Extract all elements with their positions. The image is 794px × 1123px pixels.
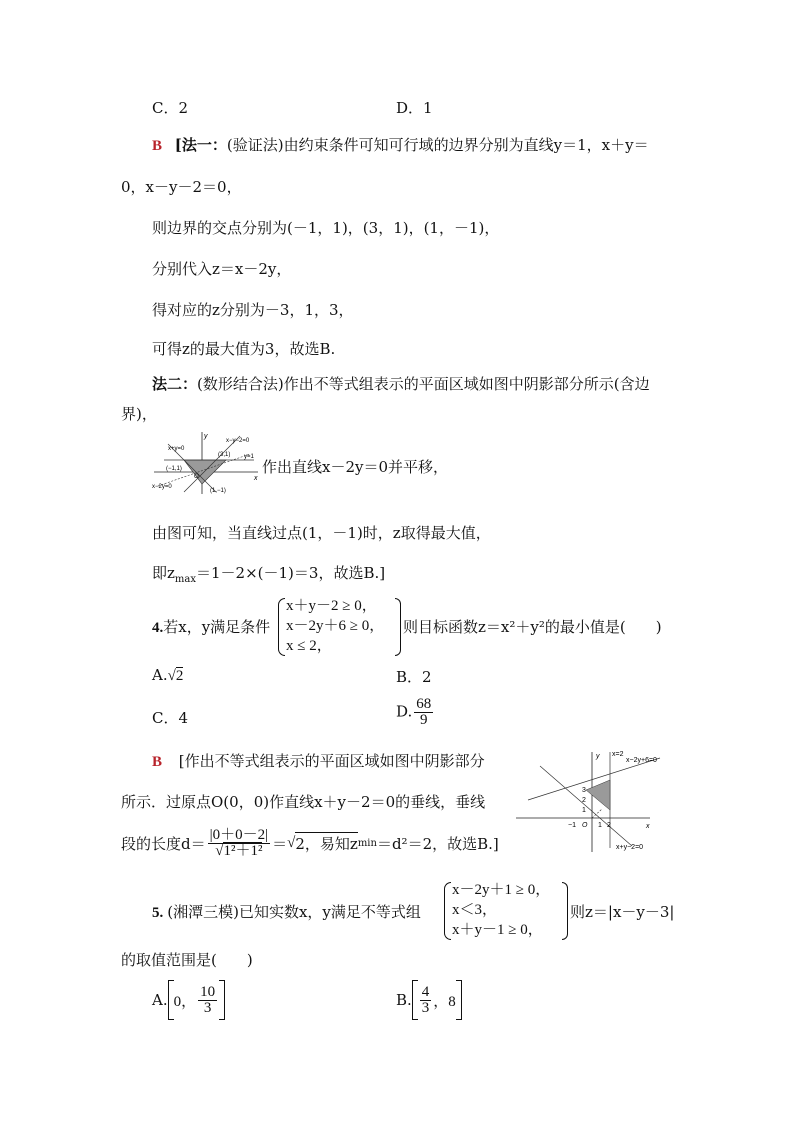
point-label: (−1,1) xyxy=(166,466,182,472)
q4-answer-text: [作出不等式组表示的平面区域如图中阴影部分 xyxy=(178,752,485,770)
frac-num: 68 xyxy=(416,696,432,712)
method2-text-cont: 界)， xyxy=(121,405,157,423)
q4-answer-line3: 段的长度d＝ $\frac{|0+0-2|}{\text{√1²＋1²}}$ ＝ √ 2，易知z min ＝d²＝2，故选B.] xyxy=(121,826,499,859)
bracket-left xyxy=(412,980,418,1020)
frac-num: 4 xyxy=(421,983,430,1000)
q4-answer-text: ＝ xyxy=(272,834,288,853)
q4-answer-text: 段的长度d＝ xyxy=(121,834,206,853)
line-label: x−2y+6=0 xyxy=(626,757,657,764)
zmax-sub: max xyxy=(174,574,196,585)
q5-stem-cont: 的取值范围是( ) xyxy=(121,951,253,969)
zmax-z: 即z xyxy=(152,564,175,582)
q4-option-a xyxy=(152,666,183,685)
method2-observation: 由图可知，当直线过点(1，－1)时，z取得最大值， xyxy=(152,524,491,542)
q5-system-rbrace xyxy=(562,882,568,940)
q4-system xyxy=(286,596,384,656)
origin-label: O xyxy=(194,474,199,480)
tick-label: 2 xyxy=(607,822,611,829)
option-letter: D. xyxy=(396,702,413,721)
q5-system xyxy=(452,880,550,940)
method1-substitute: 分别代入z＝x－2y， xyxy=(152,260,292,278)
q5-stem-end: 则z＝|x－y－3| xyxy=(570,903,675,921)
line-label: x+y=0 xyxy=(168,446,185,452)
frac-num: 10 xyxy=(200,983,216,1000)
q5-number: 5. xyxy=(152,905,164,921)
method1-conclusion: 可得z的最大值为3，故选B. xyxy=(152,340,336,358)
method2-conclusion xyxy=(152,562,385,585)
method1-vertices: 则边界的交点分别为(－1，1)，(3，1)，(1，－1)， xyxy=(152,219,500,237)
q4-answer-text: 2，易知z xyxy=(295,832,357,854)
method2-translate: 作出直线x－2y＝0并平移， xyxy=(262,458,449,476)
q4-stem-a: 若x，y满足条件 xyxy=(163,618,271,636)
tick-label: 3 xyxy=(582,787,586,794)
line-label: x=2 xyxy=(612,751,624,758)
q3-option-c: C．2 xyxy=(152,99,189,117)
frac-num: |0＋0－2| xyxy=(209,826,269,843)
q4-option-b: B．2 xyxy=(396,668,432,686)
q4-system-rbrace xyxy=(395,598,401,656)
q4-option-c: C．4 xyxy=(152,709,189,727)
q4-constraint: x ≤ 2， xyxy=(286,638,332,654)
q5-stem-start xyxy=(152,901,421,922)
method2-text: (数形结合法)作出不等式组表示的平面区域如图中阴影部分所示(含边 xyxy=(197,375,650,393)
q4-option-d xyxy=(396,697,435,728)
q4-constraint: x－2y＋6 ≥ 0， xyxy=(286,618,385,634)
method1-values: 得对应的z分别为－3，1，3， xyxy=(152,301,354,319)
q4-number: 4. xyxy=(152,620,164,636)
q4-constraint: x＋y－2 ≥ 0， xyxy=(286,598,377,614)
q4-answer-line1 xyxy=(152,750,485,771)
frac-den: √1²＋1² xyxy=(215,842,263,859)
q4-answer-text: ＝d²＝2，故选B.] xyxy=(376,834,499,853)
answer-letter: B xyxy=(152,138,163,154)
zmin-sub: min xyxy=(357,837,377,849)
origin-label: O xyxy=(582,822,588,829)
frac-den: 3 xyxy=(421,999,430,1016)
q3-answer-line1 xyxy=(152,134,649,155)
method1-text: (验证法)由约束条件可知可行域的边界分别为直线y＝1，x＋y＝ xyxy=(226,136,649,154)
point-label: (1,−1) xyxy=(210,488,226,494)
axis-y-label: y xyxy=(596,753,600,760)
q5-option-a xyxy=(152,980,225,1020)
q4-stem-start xyxy=(152,616,270,637)
q5-constraint: x＋y－1 ≥ 0， xyxy=(452,922,543,938)
tick-label: 2 xyxy=(582,797,586,804)
q4-feasible-region-figure xyxy=(510,748,672,854)
option-letter: B. xyxy=(396,991,412,1009)
q3-feasible-region-figure xyxy=(150,430,262,496)
frac-den: 3 xyxy=(203,999,212,1016)
q3-option-d: D．1 xyxy=(396,99,433,117)
axis-x-label: x xyxy=(646,823,650,830)
tick-label: 1 xyxy=(598,822,602,829)
method2-line1 xyxy=(152,373,650,394)
zmax-text: ＝1－2×(－1)＝3，故选B.] xyxy=(196,564,386,582)
method2-label: 法二： xyxy=(152,375,198,393)
q4-system-brace xyxy=(278,598,285,656)
option-letter: A. xyxy=(152,991,168,1009)
method1-text-cont: 0，x－y－2＝0， xyxy=(121,178,242,196)
point-label: (3,1) xyxy=(218,452,231,458)
q4-answer-line2: 所示．过原点O(0，0)作直线x＋y－2＝0的垂线，垂线 xyxy=(121,793,486,811)
frac-den: 9 xyxy=(420,712,428,728)
tick-label: −1 xyxy=(568,822,576,829)
interval-right: ，8 xyxy=(433,993,456,1010)
option-letter: A. xyxy=(152,666,168,684)
sqrt-value: 2 xyxy=(175,668,184,684)
q5-option-b xyxy=(396,980,462,1020)
line-label: x−y−2=0 xyxy=(226,438,250,444)
line-label: x+y−2=0 xyxy=(616,844,644,851)
answer-letter: B xyxy=(152,754,163,770)
line-label: x−2y=0 xyxy=(152,484,172,490)
sqrt-symbol: √ xyxy=(167,668,176,684)
bracket-right xyxy=(219,980,225,1020)
q5-constraint: x＜3， xyxy=(452,902,498,918)
tick-label: 1 xyxy=(582,807,586,814)
axis-y-label: y xyxy=(204,433,208,440)
axis-x-label: x xyxy=(254,475,258,482)
line-label: y=1 xyxy=(244,454,254,460)
bracket-right xyxy=(456,980,462,1020)
q5-constraint: x－2y＋1 ≥ 0， xyxy=(452,882,551,898)
q5-stem-a: (湘潭三模)已知实数x，y满足不等式组 xyxy=(167,903,421,921)
interval-left: 0， xyxy=(173,993,197,1010)
q4-stem-end: 则目标函数z＝x²＋y²的最小值是( ) xyxy=(403,618,662,636)
frac-den-radicand: 1²＋1² xyxy=(223,842,263,859)
method1-label: [法一： xyxy=(174,136,227,154)
q5-system-brace xyxy=(444,882,451,940)
